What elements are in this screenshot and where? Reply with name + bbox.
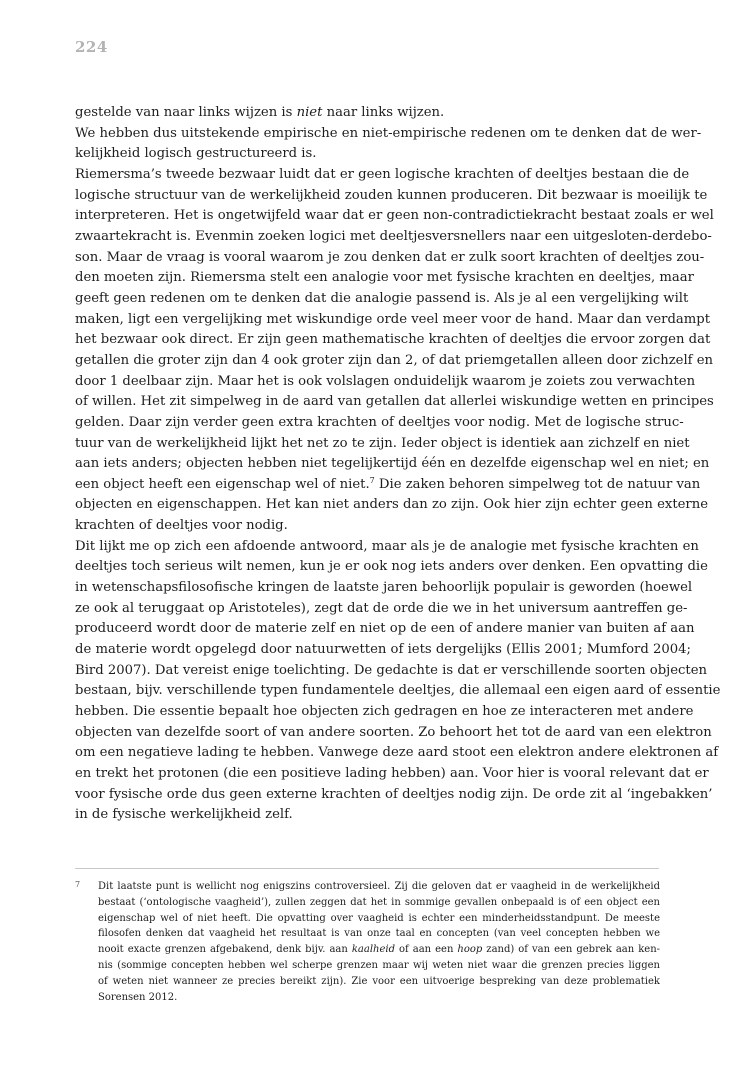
footnote-line: nis (sommige concepten hebben wel scherpe grenzen maar wij weten niet waar die grenzen precies liggen bbox=[98, 959, 660, 971]
text-line: ze ook al teruggaat op Aristoteles), zegt dat de orde die we in het universum aantreffen ge- bbox=[75, 600, 688, 616]
footnote-divider bbox=[75, 868, 659, 869]
footnote-reference[interactable]: 7 bbox=[369, 475, 375, 485]
text-line: logische structuur van de werkelijkheid zouden kunnen produceren. Dit bezwaar is moeilijk te bbox=[75, 187, 708, 203]
text-line: in wetenschapsfilosofische kringen de laatste jaren behoorlijk populair is geworden (hoewel bbox=[75, 580, 693, 596]
text-line: geeft geen redenen om te denken dat die analogie passend is. Als je al een vergelijking wilt bbox=[75, 290, 689, 306]
text-line: We hebben dus uitstekende empirische en niet-empirische redenen om te denken dat de wer- bbox=[75, 125, 702, 141]
footnote bbox=[98, 879, 660, 1005]
text-line: den moeten zijn. Riemersma stelt een analogie voor met fysische krachten en deeltjes, maar bbox=[75, 270, 694, 286]
text-line: Bird 2007). Dat vereist enige toelichting. De gedachte is dat er verschillende soorten objecten bbox=[75, 662, 708, 678]
text-line: objecten en eigenschappen. Het kan niet anders dan zo zijn. Ook hier zijn echter geen externe bbox=[75, 497, 709, 513]
footnote-number: 7 bbox=[75, 880, 81, 889]
text-line: zwaartekracht is. Evenmin zoeken logici met deeltjesversnellers naar een uitgesloten-derdebo- bbox=[75, 228, 712, 244]
emphasis: hoop bbox=[457, 944, 483, 956]
text-line: tuur van de werkelijkheid lijkt het net zo te zijn. Ieder object is identiek aan zichzelf en niet bbox=[75, 435, 690, 451]
text-line: de materie wordt opgelegd door natuurwetten of iets dergelijks (Ellis 2001; Mumford 2004; bbox=[75, 642, 691, 658]
text-line: deeltjes toch serieus wilt nemen, kun je er ook nog iets anders over denken. Een opvatting die bbox=[75, 559, 708, 575]
text-line: voor fysische orde dus geen externe krachten of deeltjes nodig zijn. De orde zit al ‘ingebakken’ bbox=[75, 786, 713, 802]
text-line: krachten of deeltjes voor nodig. bbox=[75, 518, 288, 534]
text-line: interpreteren. Het is ongetwijfeld waar dat er geen non-contradictiekracht bestaat zoals er wel bbox=[75, 208, 714, 224]
footnote-line: bestaat (‘ontologische vaagheid’), zullen zeggen dat het in sommige gevallen onbepaald is of een object een bbox=[98, 896, 660, 908]
text-line: hebben. Die essentie bepaalt hoe objecten zich gedragen en hoe ze interacteren met andere bbox=[75, 704, 694, 720]
text-line: gelden. Daar zijn verder geen extra krachten of deeltjes voor nodig. Met de logische struc- bbox=[75, 414, 684, 430]
text-line: of willen. Het zit simpelweg in de aard van getallen dat allerlei wiskundige wetten en principes bbox=[75, 394, 714, 410]
text-line: objecten van dezelfde soort of van andere soorten. Zo behoort het tot de aard van een elektron bbox=[75, 724, 712, 740]
page-number: 224 bbox=[75, 38, 108, 56]
text-line: aan iets anders; objecten hebben niet tegelijkertijd één en dezelfde eigenschap wel en niet; en bbox=[75, 456, 710, 472]
text-line: produceerd wordt door de materie zelf en niet op de een of andere manier van buiten af aan bbox=[75, 621, 695, 637]
footnote-line: of weten niet wanneer ze precies bereikt zijn). Zie voor een uitvoerige bespreking van deze problematiek bbox=[98, 975, 660, 987]
text-line: door 1 deelbaar zijn. Maar het is ook volslagen onduidelijk waarom je zoiets zou verwachten bbox=[75, 373, 696, 389]
text-line: het bezwaar ook direct. Er zijn geen mathematische krachten of deeltjes die ervoor zorgen dat bbox=[75, 332, 711, 348]
text-line: een object heeft een eigenschap wel of niet.$^7$ Die zaken behoren simpelweg tot de natuur van bbox=[75, 475, 701, 492]
text-line: Dit lijkt me op zich een afdoende antwoord, maar als je de analogie met fysische krachten en bbox=[75, 538, 699, 554]
footnote-line: Sorensen 2012. bbox=[98, 991, 178, 1003]
text-line: maken, ligt een vergelijking met wiskundige orde veel meer voor de hand. Maar dan verdampt bbox=[75, 311, 711, 327]
emphasis: niet bbox=[296, 105, 323, 120]
text-line: son. Maar de vraag is vooral waarom je zou denken dat er zulk soort krachten of deeltjes zou- bbox=[75, 249, 705, 265]
emphasis: kaalheid bbox=[351, 944, 395, 956]
text-line: bestaan, bijv. verschillende typen fundamentele deeltjes, die allemaal een eigen aard of essentie bbox=[75, 683, 721, 699]
text-line: om een negatieve lading te hebben. Vanwege deze aard stoot een elektron andere elektronen af bbox=[75, 745, 719, 761]
footnote-line: Dit laatste punt is wellicht nog enigszins controversieel. Zij die geloven dat er vaagheid in de werkelijkheid bbox=[98, 881, 660, 892]
footnote-line: filosofen denken dat vaagheid het resultaat is van onze taal en concepten (van veel concepten hebben we bbox=[98, 928, 660, 940]
footnote-line: eigenschap wel of niet heeft. Die opvatting over vaagheid is echter een minderheidsstandpunt. De meeste bbox=[98, 912, 660, 924]
text-line: getallen die groter zijn dan 4 ook groter zijn dan 2, of dat priemgetallen alleen door zichzelf en bbox=[75, 352, 714, 368]
body-text bbox=[75, 103, 721, 826]
text-line: gestelde van naar links wijzen is niet naar links wijzen. bbox=[75, 105, 445, 120]
text-line: in de fysische werkelijkheid zelf. bbox=[75, 807, 293, 823]
footnote-line: nooit exacte grenzen afgebakend, denk bijv. aan kaalheid of aan een hoop zand) of van een gebrek aan ken- bbox=[98, 944, 661, 956]
text-line: en trekt het protonen (die een positieve lading hebben) aan. Voor hier is vooral relevant dat er bbox=[75, 766, 709, 781]
text-line: kelijkheid logisch gestructureerd is. bbox=[75, 146, 317, 162]
text-line: Riemersma’s tweede bezwaar luidt dat er geen logische krachten of deeltjes bestaan die de bbox=[75, 166, 690, 182]
